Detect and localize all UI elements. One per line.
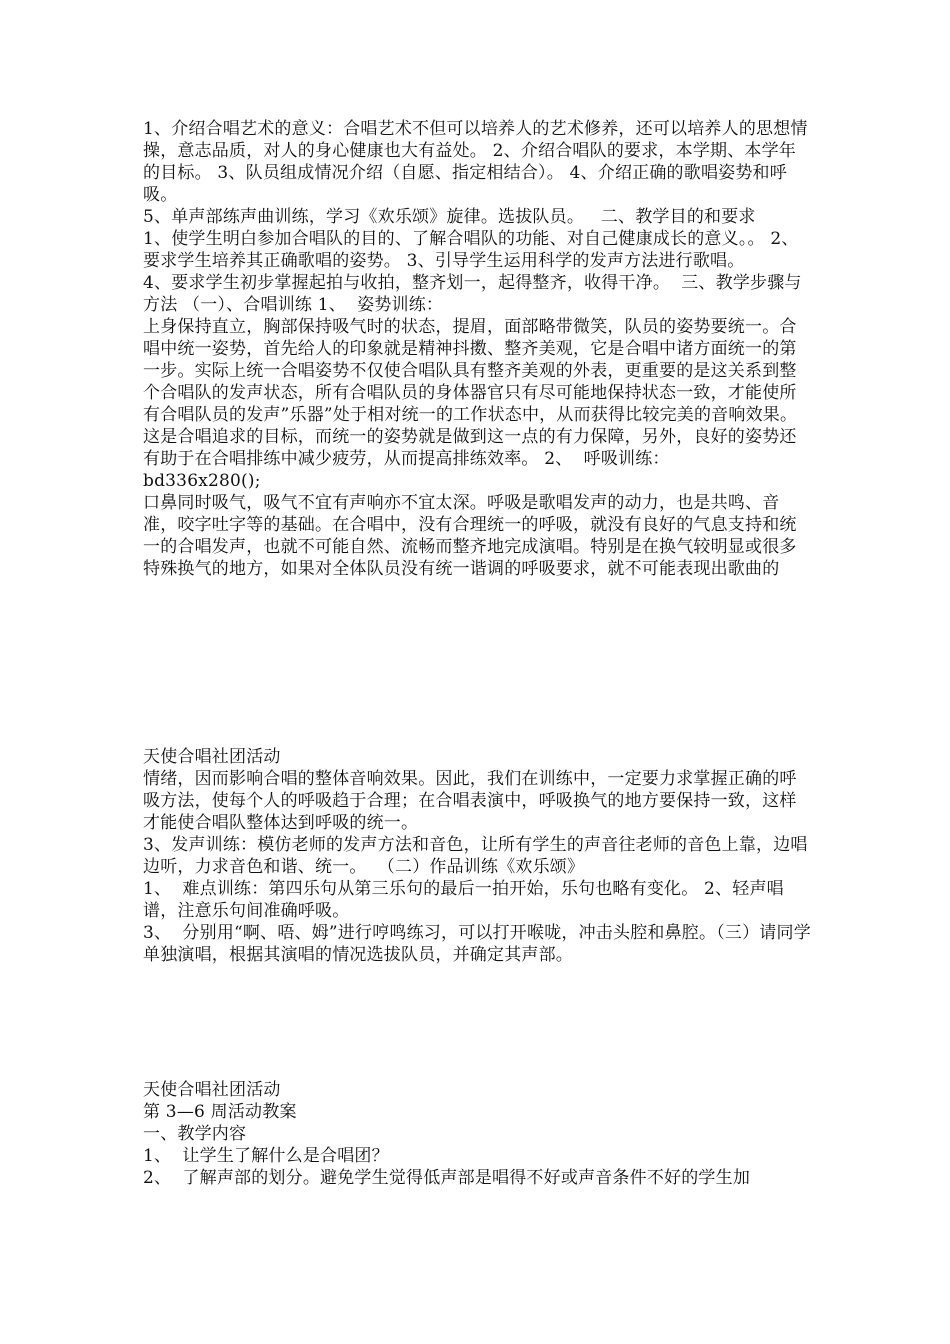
text-block-lesson-part-3 [143, 1079, 813, 1189]
paragraph: 1、 让学生了解什么是合唱团？ [143, 1146, 389, 1166]
ad-code-line: bd336x280(); [143, 471, 261, 491]
paragraph: 上身保持直立，胸部保持吸气时的状态，提眉，面部略带微笑，队员的姿势要统一。合唱中统一姿势，首先给人的印象就是精神抖擞、整齐美观，它是合唱中诸方面统一的第一步。实际上统一合唱姿势不仅使合唱队具有整齐美观的外表，更重要的是这关系到整个合唱队的发声状态，所有合唱队员的身体器官只有尽可能地保持状态一致，才能使所有合唱队员的发声”乐器”处于相对统一的工作状态中，从而获得比较完美的音响效果。这是合唱追求的目标，而统一的姿势就是做到这一点的有力保障，另外，良好的姿势还有助于在合唱排练中减少疲劳，从而提高排练效率。 2、 呼吸训练： [143, 317, 798, 469]
paragraph: 2、 了解声部的划分。避免学生觉得低声部是唱得不好或声音条件不好的学生加 [143, 1168, 751, 1188]
paragraph: 4、要求学生初步掌握起拍与收拍，整齐划一，起得整齐，收得干净。 三、教学步骤与方法 （一）、合唱训练 1、 姿势训练： [143, 273, 802, 315]
text-block-lesson-part-1 [143, 118, 813, 580]
paragraph: 3、 分别用“啊、唔、姆”进行哼鸣练习，可以打开喉咙，冲击头腔和鼻腔。（三）请同学单独演唱，根据其演唱的情况选拔队员，并确定其声部。 [143, 923, 811, 965]
paragraph: 情绪，因而影响合唱的整体音响效果。因此，我们在训练中，一定要力求掌握正确的呼吸方法，使每个人的呼吸趋于合理；在合唱表演中，呼吸换气的地方要保持一致，这样才能使合唱队整体达到呼吸的统一。 [143, 769, 797, 833]
paragraph: 1、 难点训练：第四乐句从第三乐句的最后一拍开始，乐句也略有变化。 2、轻声唱谱，注意乐句间准确呼吸。 [143, 879, 784, 921]
section-heading: 天使合唱社团活动 [143, 1080, 281, 1100]
section-subheading: 第 3—6 周活动教案 [143, 1102, 297, 1122]
paragraph: 一、教学内容 [143, 1124, 247, 1144]
paragraph: 5、单声部练声曲训练，学习《欢乐颂》旋律。选拔队员。 二、教学目的和要求 [143, 207, 756, 227]
paragraph: 3、发声训练：模仿老师的发声方法和音色，让所有学生的声音往老师的音色上靠，边唱边听，力求音色和谐、统一。 （二）作品训练《欢乐颂》 [143, 835, 808, 877]
section-heading: 天使合唱社团活动 [143, 747, 281, 767]
paragraph: 1、使学生明白参加合唱队的目的、了解合唱队的功能、对自己健康成长的意义。。 2、要求学生培养其正确歌唱的姿势。 3、引导学生运用科学的发声方法进行歌唱。 [143, 229, 799, 271]
text-block-lesson-part-2 [143, 746, 813, 966]
paragraph: 1、介绍合唱艺术的意义：合唱艺术不但可以培养人的艺术修养，还可以培养人的思想情操，意志品质，对人的身心健康也大有益处。 2、介绍合唱队的要求，本学期、本学年的目标。 3、队员组成情况介绍（自愿、指定相结合）。 4、介绍正确的歌唱姿势和呼吸。 [143, 119, 808, 205]
paragraph: 口鼻同时吸气，吸气不宜有声响亦不宜太深。呼吸是歌唱发声的动力，也是共鸣、音准，咬字吐字等的基础。在合唱中，没有合理统一的呼吸，就没有良好的气息支持和统一的合唱发声，也就不可能自然、流畅而整齐地完成演唱。特别是在换气较明显或很多特殊换气的地方，如果对全体队员没有统一谐调的呼吸要求，就不可能表现出歌曲的 [143, 493, 797, 579]
